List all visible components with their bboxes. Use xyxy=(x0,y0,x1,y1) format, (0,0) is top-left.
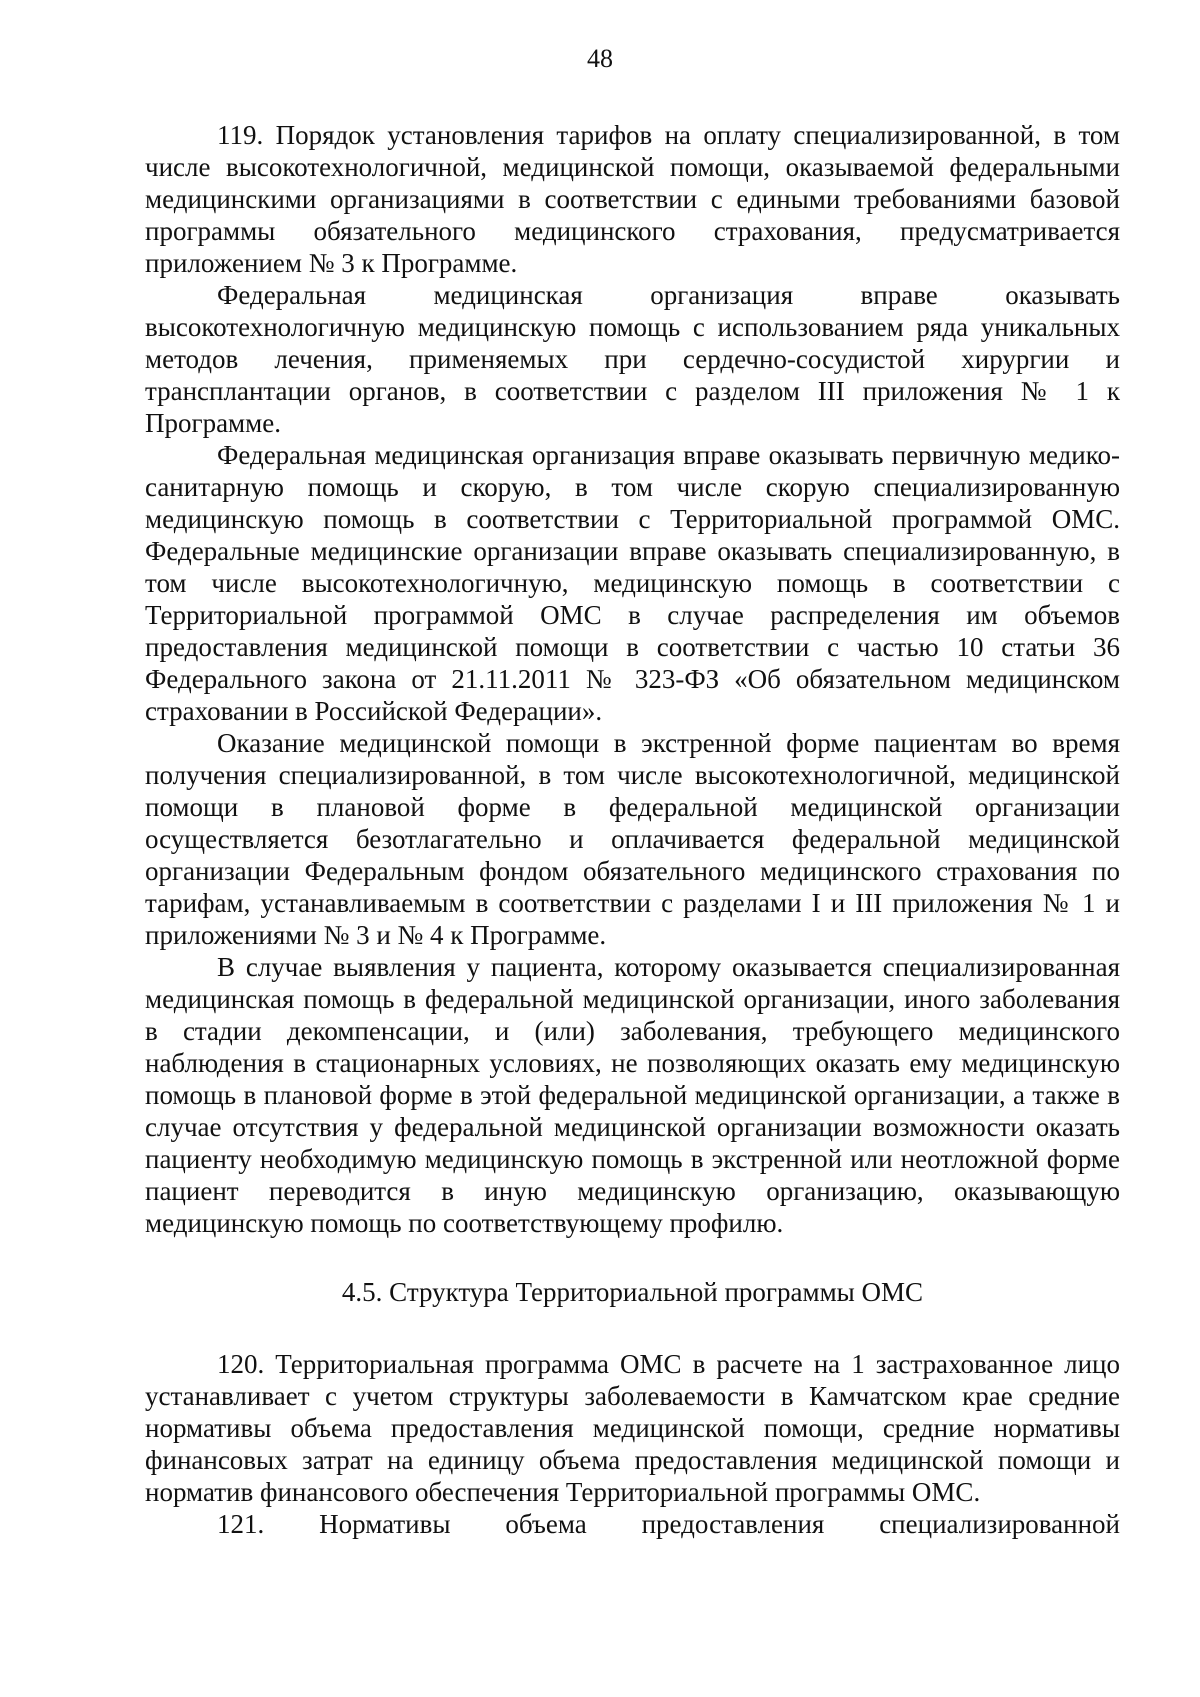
paragraph-primary-care: Федеральная медицинская организация вправе оказывать первичную медико-санитарную помощь и скорую, в том числе скорую специализированную медицинскую помощь в соответствии с Территориальной программой ОМС. Федеральные медицинские организации вправе оказывать специализированную, в том числе высокотехнологичную, медицинскую помощь в соответствии с Территориальной программой ОМС в случае распределения им объемов предоставления медицинской помощи в соответствии с частью 10 статьи 36 Федерального закона от 21.11.2011 № 323-ФЗ «Об обязательном медицинском страховании в Российской Федерации». xyxy=(145,440,1120,726)
paragraph-patient-transfer: В случае выявления у пациента, которому оказывается специализированная медицинская помощь в федеральной медицинской организации, иного заболевания в стадии декомпенсации, и (или) заболевания, требующего медицинского наблюдения в стационарных условиях, не позволяющих оказать ему медицинскую помощь в плановой форме в этой федеральной медицинской организации, а также в случае отсутствия у федеральной медицинской организации возможности оказать пациенту необходимую медицинскую помощь в экстренной или неотложной форме пациент переводится в иную медицинскую организацию, оказывающую медицинскую помощь по соответствующему профилю. xyxy=(145,952,1120,1238)
paragraph-120: 120. Территориальная программа ОМС в расчете на 1 застрахованное лицо устанавливает с учетом структуры заболеваемости в Камчатском крае средние нормативы объема предоставления медицинской помощи, средние нормативы финансовых затрат на единицу объема предоставления медицинской помощи и норматив финансового обеспечения Территориальной программы ОМС. xyxy=(145,1349,1120,1507)
paragraph-121: 121. Нормативы объема предоставления специализированной xyxy=(217,1509,1120,1539)
page-number: 48 xyxy=(587,44,613,73)
paragraph-emergency-care: Оказание медицинской помощи в экстренной форме пациентам во время получения специализированной, в том числе высокотехнологичной, медицинской помощи в плановой форме в федеральной медицинской организации осуществляется безотлагательно и оплачивается федеральной медицинской организации Федеральным фондом обязательного медицинского страхования по тарифам, устанавливаемым в соответствии с разделами I и III приложения № 1 и приложениями № 3 и № 4 к Программе. xyxy=(145,728,1120,950)
section-heading: 4.5. Структура Территориальной программы ОМС xyxy=(341,1277,924,1307)
paragraph-119: 119. Порядок установления тарифов на оплату специализированной, в том числе высокотехнологичной, медицинской помощи, оказываемой федеральными медицинскими организациями в соответствии с едиными требованиями базовой программы обязательного медицинского страхования, предусматривается приложением № 3 к Программе. xyxy=(145,120,1120,278)
document-body xyxy=(145,119,1120,1540)
paragraph-high-tech-care: Федеральная медицинская организация вправе оказывать высокотехнологичную медицинскую помощь с использованием ряда уникальных методов лечения, применяемых при сердечно-сосудистой хирургии и трансплантации органов, в соответствии с разделом III приложения № 1 к Программе. xyxy=(145,280,1120,438)
